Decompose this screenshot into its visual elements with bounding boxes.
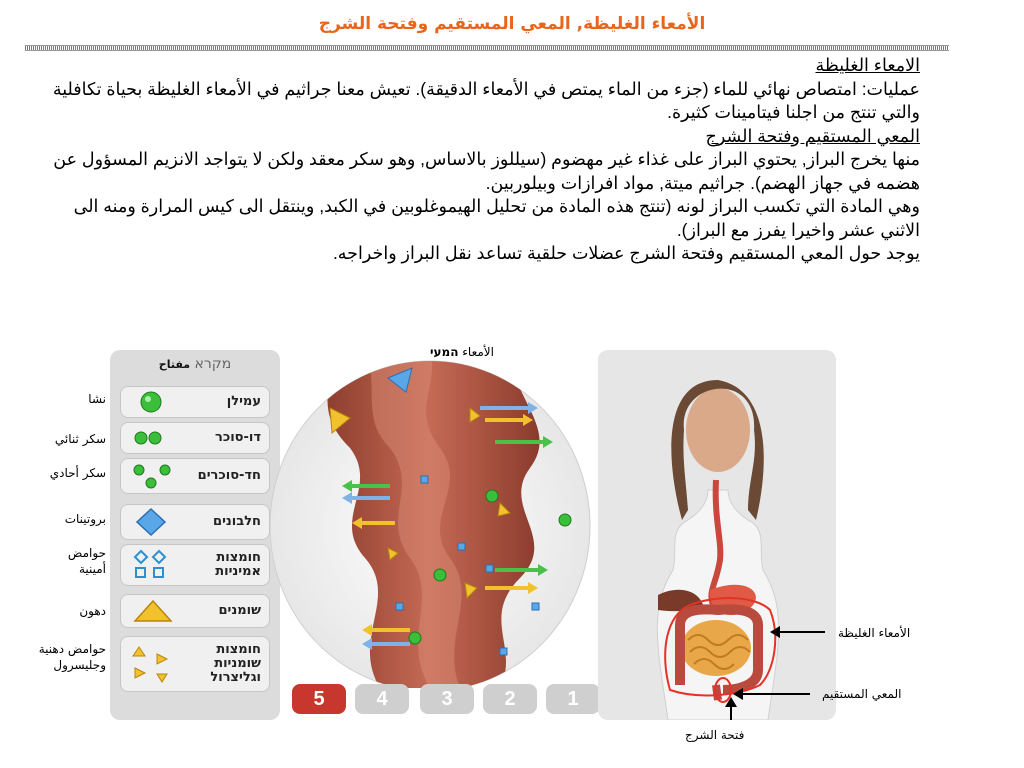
rectum-text-3: يوجد حول المعي المستقيم وفتحة الشرج عضلات حلقية تساعد نقل البراز واخراجه. [332,243,920,263]
annotation-large-intestine: الأمعاء الغليظة [838,626,911,640]
key-item-fats [120,594,270,628]
green-ball-icon [131,390,171,414]
key-item-monosaccharide [120,458,270,494]
key-label-arabic-starch: نشا [88,392,106,406]
tab-4[interactable]: 4 [355,684,409,714]
key-label-arabic-monosaccharide: سكر أحادي [49,466,106,480]
key-item-label: חומצות שומניות וגליצרול [210,642,261,685]
two-green-balls-icon [131,426,171,450]
diagram-title [430,345,494,359]
key-title-arabic: مفتاح [158,358,191,371]
annotation-anus: فتحة الشرج [685,728,745,742]
face [686,388,750,472]
rectum-text-1: منها يخرج البراز, يحتوي البراز على غذاء غير مهضوم (سيللوز بالاساس, وهو سكر معقد ولكن لا يتواجد الانزيم المسؤول عن هضمه في جهاز الهضم). جراثيم ميتة, مواد افرازات وبيلوربين. [53,149,920,193]
intestine-closeup-diagram [270,348,600,688]
key-item-fatty-acids [120,636,270,692]
key-item-amino-acids [120,544,270,586]
diagram-title-hebrew: המעי [430,345,459,359]
blue-diamond-icon [131,507,171,537]
tab-1[interactable]: 1 [546,684,600,714]
key-item-proteins [120,504,270,540]
large-intestine-heading: الامعاء الغليظة [815,55,920,75]
key-item-label: שומנים [218,603,261,618]
key-label-arabic-amino-acids: حوامض أمينية [67,546,106,576]
key-label-arabic-fats: دهون [79,604,106,618]
key-panel [110,350,280,720]
key-label-arabic-proteins: بروتينات [64,512,106,526]
rectum-heading: المعي المستقيم وفتحة الشرج [705,125,920,146]
tab-5[interactable]: 5 [292,684,346,714]
diagram-title-arabic: الأمعاء [462,345,494,359]
green-balls-cluster-icon [131,461,175,491]
key-item-label: חד-סוכרים [197,468,261,483]
blue-rings-icon [131,548,171,582]
key-item-disaccharide [120,422,270,454]
small-triangles-icon [131,644,175,684]
key-item-label: דו-סוכר [215,430,261,445]
tab-3[interactable]: 3 [420,684,474,714]
key-title [110,356,280,372]
tab-2[interactable]: 2 [483,684,537,714]
annotation-arrows [725,620,835,720]
key-title-hebrew: מקרא [194,356,232,372]
yellow-triangle-icon [131,598,175,624]
key-label-arabic-fatty-acids: حوامض دهنية وجليسرول [38,642,106,672]
annotation-rectum: المعي المستقيم [822,687,902,701]
key-item-label: חומצות אמיניות [215,550,261,579]
large-intestine-text: عمليات: امتصاص نهائي للماء (جزء من الماء يمتص في الأمعاء الدقيقة). تعيش معنا جراثيم في الأمعاء الغليظة بحياة تكافلية والتي تنتج من اجلنا فيتامينات كثيرة. [52,78,920,122]
key-item-starch [120,386,270,418]
text-block [40,54,920,266]
title-divider [25,45,949,51]
page-title: الأمعاء الغليظة, المعي المستقيم وفتحة الشرج [318,14,706,34]
key-item-label: חלבונים [213,514,261,529]
key-label-arabic-disaccharide: سكر ثنائي [54,432,106,446]
rectum-text-2: وهي المادة التي تكسب البراز لونه (تنتج هذه المادة من تحليل الهيموغلوبين في الكبد, وينتقل الى كيس المرارة ومنه الى الاثني عشر واخيرا يفرز مع البراز). [73,196,920,240]
key-item-label: עמילן [226,394,261,409]
